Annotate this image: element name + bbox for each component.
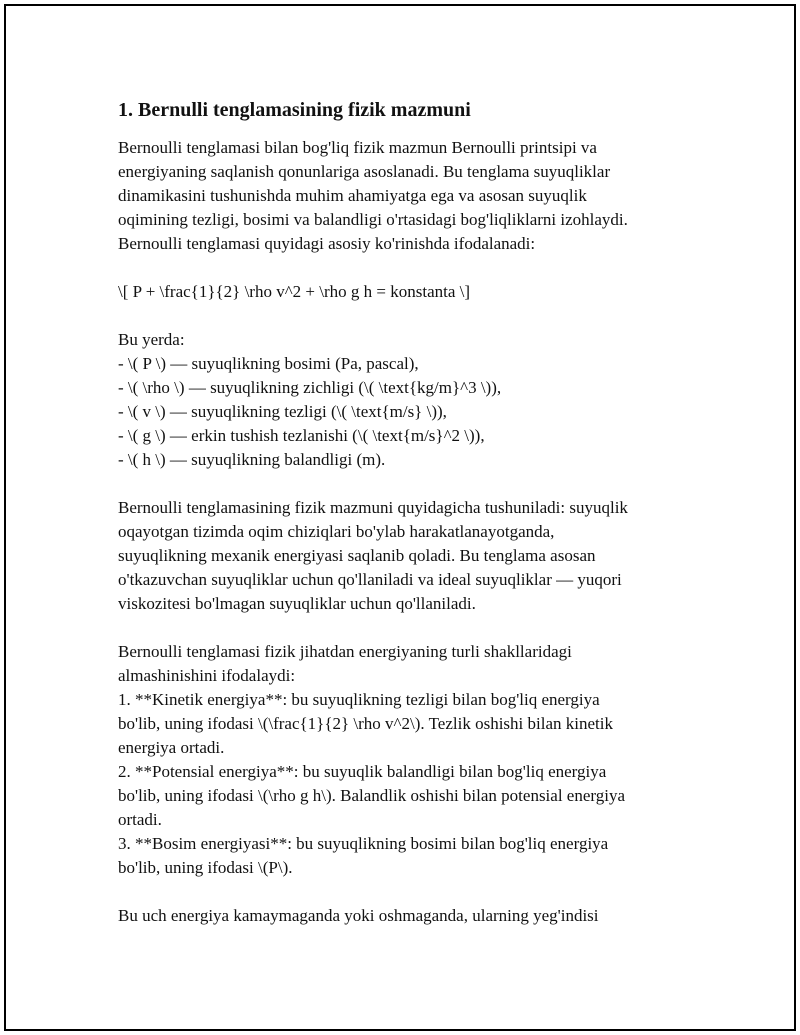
list-item: 2. **Potensial energiya**: bu suyuqlik balandligi bilan bog'liq energiya	[118, 762, 607, 781]
text-line: Bernoulli tenglamasining fizik mazmuni quyidagicha tushuniladi: suyuqlik	[118, 498, 628, 517]
text-line: bo'lib, uning ifodasi \(\frac{1}{2} \rho v^2\). Tezlik oshishi bilan kinetik	[118, 714, 613, 733]
list-item: - \( \rho \) — suyuqlikning zichligi (\( \text{kg/m}^3 \)),	[118, 378, 502, 397]
list-item: 1. **Kinetik energiya**: bu suyuqlikning tezligi bilan bog'liq energiya	[118, 690, 600, 709]
text-line: energiyaning saqlanish qonunlariga asoslanadi. Bu tenglama suyuqliklar	[118, 162, 611, 181]
paragraph-gap	[118, 304, 688, 328]
text-line: ortadi.	[118, 810, 162, 829]
text-line: bo'lib, uning ifodasi \(\rho g h\). Balandlik oshishi bilan potensial energiya	[118, 786, 626, 805]
document-content	[118, 96, 688, 928]
list-item: 3. **Bosim energiyasi**: bu suyuqlikning bosimi bilan bog'liq energiya	[118, 834, 609, 853]
text-line: o'tkazuvchan suyuqliklar uchun qo'llaniladi va ideal suyuqliklar — yuqori	[118, 570, 622, 589]
section-heading: 1. Bernulli tenglamasining fizik mazmuni	[118, 99, 471, 121]
text-line: oqimining tezligi, bosimi va balandligi o'rtasidagi bog'liqliklarni izohlaydi.	[118, 210, 628, 229]
text-line: suyuqlikning mexanik energiyasi saqlanib qoladi. Bu tenglama asosan	[118, 546, 596, 565]
text-line: energiya ortadi.	[118, 738, 225, 757]
text-line: bo'lib, uning ifodasi \(P\).	[118, 858, 293, 877]
paragraph-intro	[118, 136, 688, 256]
text-line: almashinishini ifodalaydi:	[118, 666, 296, 685]
paragraph-gap	[118, 472, 688, 496]
paragraph-conclusion	[118, 904, 688, 928]
text-line: viskozitesi bo'lmagan suyuqliklar uchun qo'llaniladi.	[118, 594, 476, 613]
text-line: Bu yerda:	[118, 330, 185, 349]
list-item: - \( P \) — suyuqlikning bosimi (Pa, pascal),	[118, 354, 419, 373]
paragraph-energy-forms	[118, 640, 688, 880]
paragraph-gap	[118, 880, 688, 904]
paragraph-gap	[118, 256, 688, 280]
text-line: oqayotgan tizimda oqim chiziqlari bo'ylab harakatlanayotganda,	[118, 522, 555, 541]
list-item: - \( h \) — suyuqlikning balandligi (m).	[118, 450, 386, 469]
list-item: - \( v \) — suyuqlikning tezligi (\( \text{m/s} \)),	[118, 402, 447, 421]
paragraph-gap	[118, 616, 688, 640]
paragraph-variables	[118, 328, 688, 472]
text-line: Bernoulli tenglamasi fizik jihatdan energiyaning turli shakllaridagi	[118, 642, 572, 661]
list-item: - \( g \) — erkin tushish tezlanishi (\( \text{m/s}^2 \)),	[118, 426, 485, 445]
paragraph-meaning	[118, 496, 688, 616]
text-line: dinamikasini tushunishda muhim ahamiyatga ega va asosan suyuqlik	[118, 186, 587, 205]
text-line: Bernoulli tenglamasi bilan bog'liq fizik mazmun Bernoulli printsipi va	[118, 138, 597, 157]
formula-line: \[ P + \frac{1}{2} \rho v^2 + \rho g h = konstanta \]	[118, 282, 471, 301]
text-line: Bu uch energiya kamaymaganda yoki oshmaganda, ularning yeg'indisi	[118, 906, 599, 925]
document-page	[4, 4, 796, 1031]
text-line: Bernoulli tenglamasi quyidagi asosiy ko'rinishda ifodalanadi:	[118, 234, 536, 253]
